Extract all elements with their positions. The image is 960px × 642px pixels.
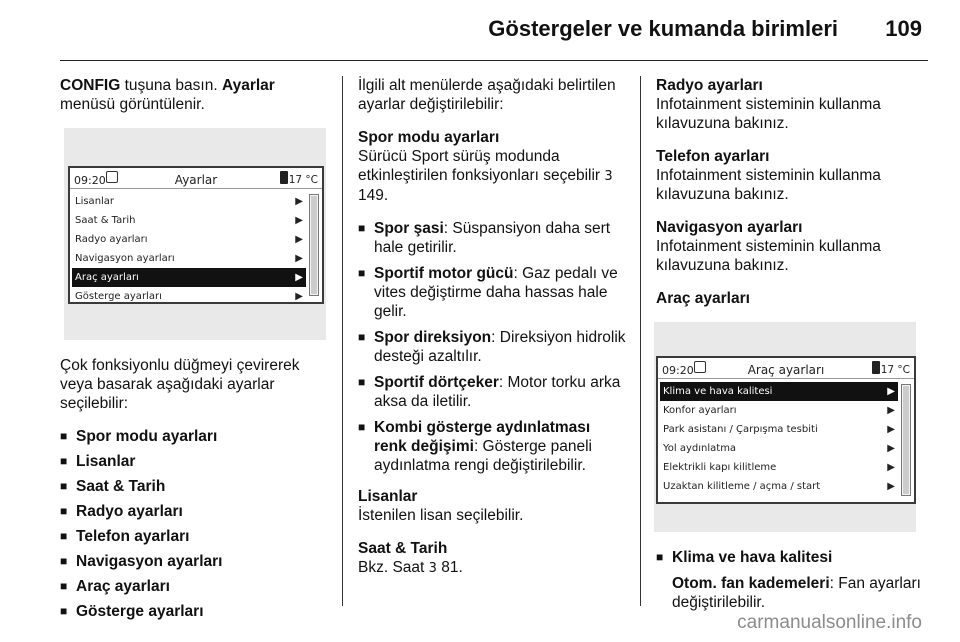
page-number: 109	[885, 16, 922, 41]
column-divider-2	[640, 76, 641, 606]
clock-text: Bkz. Saat	[358, 559, 429, 576]
screen-menu-item[interactable]	[660, 477, 898, 496]
select-paragraph: Çok fonksiyonlu düğmeyi çevirerek veya basarak aşağıdaki ayarlar seçilebilir:	[60, 357, 300, 412]
watermark: carmanualsonline.info	[737, 612, 922, 633]
settings-bullet-item: ■ Araç ayarları	[60, 577, 328, 596]
sport-paragraph	[358, 147, 626, 205]
settings-bullet-item: ■ Saat & Tarih	[60, 477, 328, 496]
intro-text-1: tuşuna basın.	[120, 77, 222, 94]
phone-heading: Telefon ayarları	[656, 148, 770, 165]
sport-option-desc: : Direksiyon hidrolik desteği azaltılır.	[374, 329, 626, 365]
screen-menu-item-label: Park asistanı / Çarpışma tesbiti	[663, 424, 818, 435]
scrollbar-thumb	[903, 386, 909, 494]
sport-option-name: Spor direksiyon	[374, 329, 492, 346]
screen-menu-item[interactable]	[72, 230, 306, 249]
screen-scrollbar	[901, 384, 911, 496]
chevron-right-icon: ▶	[295, 253, 303, 264]
screen-title: Ayarlar	[174, 173, 218, 187]
chevron-right-icon: ▶	[887, 481, 895, 492]
screen-menu-item[interactable]	[72, 268, 306, 287]
vehicle-heading: Araç ayarları	[656, 290, 750, 307]
climate-bullet: ■ Klima ve hava kalitesi	[656, 548, 931, 567]
sport-option-name: Sportif motor gücü	[374, 265, 514, 282]
screen-temperature: 17 °C	[880, 364, 910, 376]
phone-paragraph: Infotainment sisteminin kullanma kılavuzuna bakınız.	[656, 167, 881, 203]
settings-bullet-item: ■ Radyo ayarları	[60, 502, 328, 521]
sport-option-desc: : Motor torku arka aksa da iletilir.	[374, 374, 621, 410]
language-heading: Lisanlar	[358, 488, 418, 505]
sport-options-list	[358, 219, 626, 475]
settings-bullet-item: ■ Spor modu ayarları	[60, 427, 328, 446]
screen-status-bar	[70, 168, 322, 189]
vehicle-settings-screen	[656, 356, 916, 504]
settings-screen	[68, 166, 324, 304]
fan-levels-label: Otom. fan kademeleri	[672, 575, 830, 592]
screen-menu-item-label: Klima ve hava kalitesi	[663, 386, 773, 397]
chevron-right-icon: ▶	[295, 234, 303, 245]
chevron-right-icon: ▶	[887, 386, 895, 397]
settings-screen-image	[64, 128, 326, 340]
settings-menu-name: Ayarlar	[221, 77, 275, 94]
screen-menu-item[interactable]	[660, 401, 898, 420]
fan-paragraph	[656, 574, 931, 612]
intro-text-2: menüsü görüntülenir.	[60, 96, 205, 113]
screen-menu-item[interactable]	[72, 249, 306, 268]
screen-menu-item[interactable]	[660, 458, 898, 477]
sport-option-desc: : Gaz pedalı ve vites değiştirme daha hassas hale gelir.	[374, 265, 618, 320]
chevron-right-icon: ▶	[295, 291, 303, 302]
sport-option-desc: : Gösterge paneli aydınlatma rengi değiştirilebilir.	[374, 438, 592, 474]
sport-option-name: Sportif dörtçeker	[374, 374, 499, 391]
page-ref-icon: 3	[604, 169, 613, 184]
navigation-heading: Navigasyon ayarları	[656, 219, 803, 236]
scrollbar-thumb	[311, 196, 317, 294]
submenu-intro: İlgili alt menülerde aşağıdaki belirtilen ayarlar değiştirilebilir:	[358, 77, 616, 113]
sport-option-name: Kombi gösterge aydınlatması renk değişimi	[374, 419, 591, 455]
sport-text: Sürücü Sport sürüş modunda etkinleştirilen fonksiyonları seçebilir	[358, 148, 601, 184]
screen-menu-item[interactable]	[72, 287, 306, 306]
sport-option-item	[358, 373, 626, 411]
phone-icon	[280, 171, 288, 184]
sport-option-item	[358, 264, 626, 321]
screen-menu-item-label: Araç ayarları	[75, 272, 139, 283]
settings-bullet-item: ■ Telefon ayarları	[60, 527, 328, 546]
chevron-right-icon: ▶	[887, 405, 895, 416]
settings-bullet-item: ■ Gösterge ayarları	[60, 602, 328, 621]
sport-heading: Spor modu ayarları	[358, 129, 500, 146]
sport-option-item	[358, 418, 626, 475]
screen-menu-item[interactable]	[72, 192, 306, 211]
screen-menu-item-label: Konfor ayarları	[663, 405, 737, 416]
settings-bullet-item: ■ Navigasyon ayarları	[60, 552, 328, 571]
page-ref-icon: 3	[428, 561, 437, 576]
screen-time: 09:20	[662, 364, 694, 377]
screen-menu-item-label: Elektrikli kapı kilitleme	[663, 462, 777, 473]
sport-option-name: Spor şasi	[374, 220, 444, 237]
screen-temperature: 17 °C	[288, 174, 318, 186]
screen-menu-item[interactable]	[72, 211, 306, 230]
sport-option-item	[358, 219, 626, 257]
screen-title: Araç ayarları	[747, 363, 825, 377]
chevron-right-icon: ▶	[295, 272, 303, 283]
chevron-right-icon: ▶	[295, 196, 303, 207]
screen-menu-list	[660, 382, 898, 496]
screen-scrollbar	[309, 194, 319, 296]
screen-status-bar	[658, 358, 914, 379]
clock-heading: Saat & Tarih	[358, 540, 448, 557]
sport-ref-page: 149.	[358, 187, 389, 204]
clock-ref-page: 81.	[436, 559, 463, 576]
screen-menu-item[interactable]	[660, 439, 898, 458]
language-paragraph: İstenilen lisan seçilebilir.	[358, 507, 524, 524]
chevron-right-icon: ▶	[887, 462, 895, 473]
sport-option-item	[358, 328, 626, 366]
climate-bullet-list	[656, 548, 931, 567]
phone-icon	[872, 361, 880, 374]
column-3	[656, 76, 931, 626]
screen-menu-item-label: Saat & Tarih	[75, 215, 136, 226]
navigation-paragraph: Infotainment sisteminin kullanma kılavuzuna bakınız.	[656, 238, 881, 274]
chevron-right-icon: ▶	[295, 215, 303, 226]
chevron-right-icon: ▶	[887, 443, 895, 454]
settings-bullet-list	[60, 427, 328, 621]
column-2	[358, 76, 626, 592]
screen-menu-item-label: Radyo ayarları	[75, 234, 148, 245]
intro-paragraph	[60, 76, 328, 114]
sport-option-desc: : Süspansiyon daha sert hale getirilir.	[374, 220, 611, 256]
radio-paragraph: Infotainment sisteminin kullanma kılavuzuna bakınız.	[656, 96, 881, 132]
config-key: CONFIG	[60, 77, 121, 94]
page-title: Göstergeler ve kumanda birimleri	[488, 16, 838, 41]
fan-levels-text: : Fan ayarları değiştirilebilir.	[672, 575, 921, 611]
screen-menu-item-label: Gösterge ayarları	[75, 291, 162, 302]
screen-menu-item-label: Yol aydınlatma	[663, 443, 737, 454]
column-1	[60, 76, 328, 633]
clock-paragraph	[358, 558, 626, 578]
screen-menu-item-label: Navigasyon ayarları	[75, 253, 175, 264]
screen-menu-item-label: Lisanlar	[75, 196, 115, 207]
vehicle-settings-screen-image	[654, 322, 916, 532]
header-divider	[60, 60, 928, 61]
radio-heading: Radyo ayarları	[656, 77, 763, 94]
screen-menu-list	[72, 192, 306, 306]
chevron-right-icon: ▶	[887, 424, 895, 435]
screen-menu-item[interactable]	[660, 420, 898, 439]
settings-bullet-item: ■ Lisanlar	[60, 452, 328, 471]
screen-menu-item-label: Uzaktan kilitleme / açma / start	[663, 481, 821, 492]
page-header	[60, 14, 930, 44]
screen-menu-item[interactable]	[660, 382, 898, 401]
screen-time: 09:20	[74, 174, 106, 187]
column-divider-1	[342, 76, 343, 606]
